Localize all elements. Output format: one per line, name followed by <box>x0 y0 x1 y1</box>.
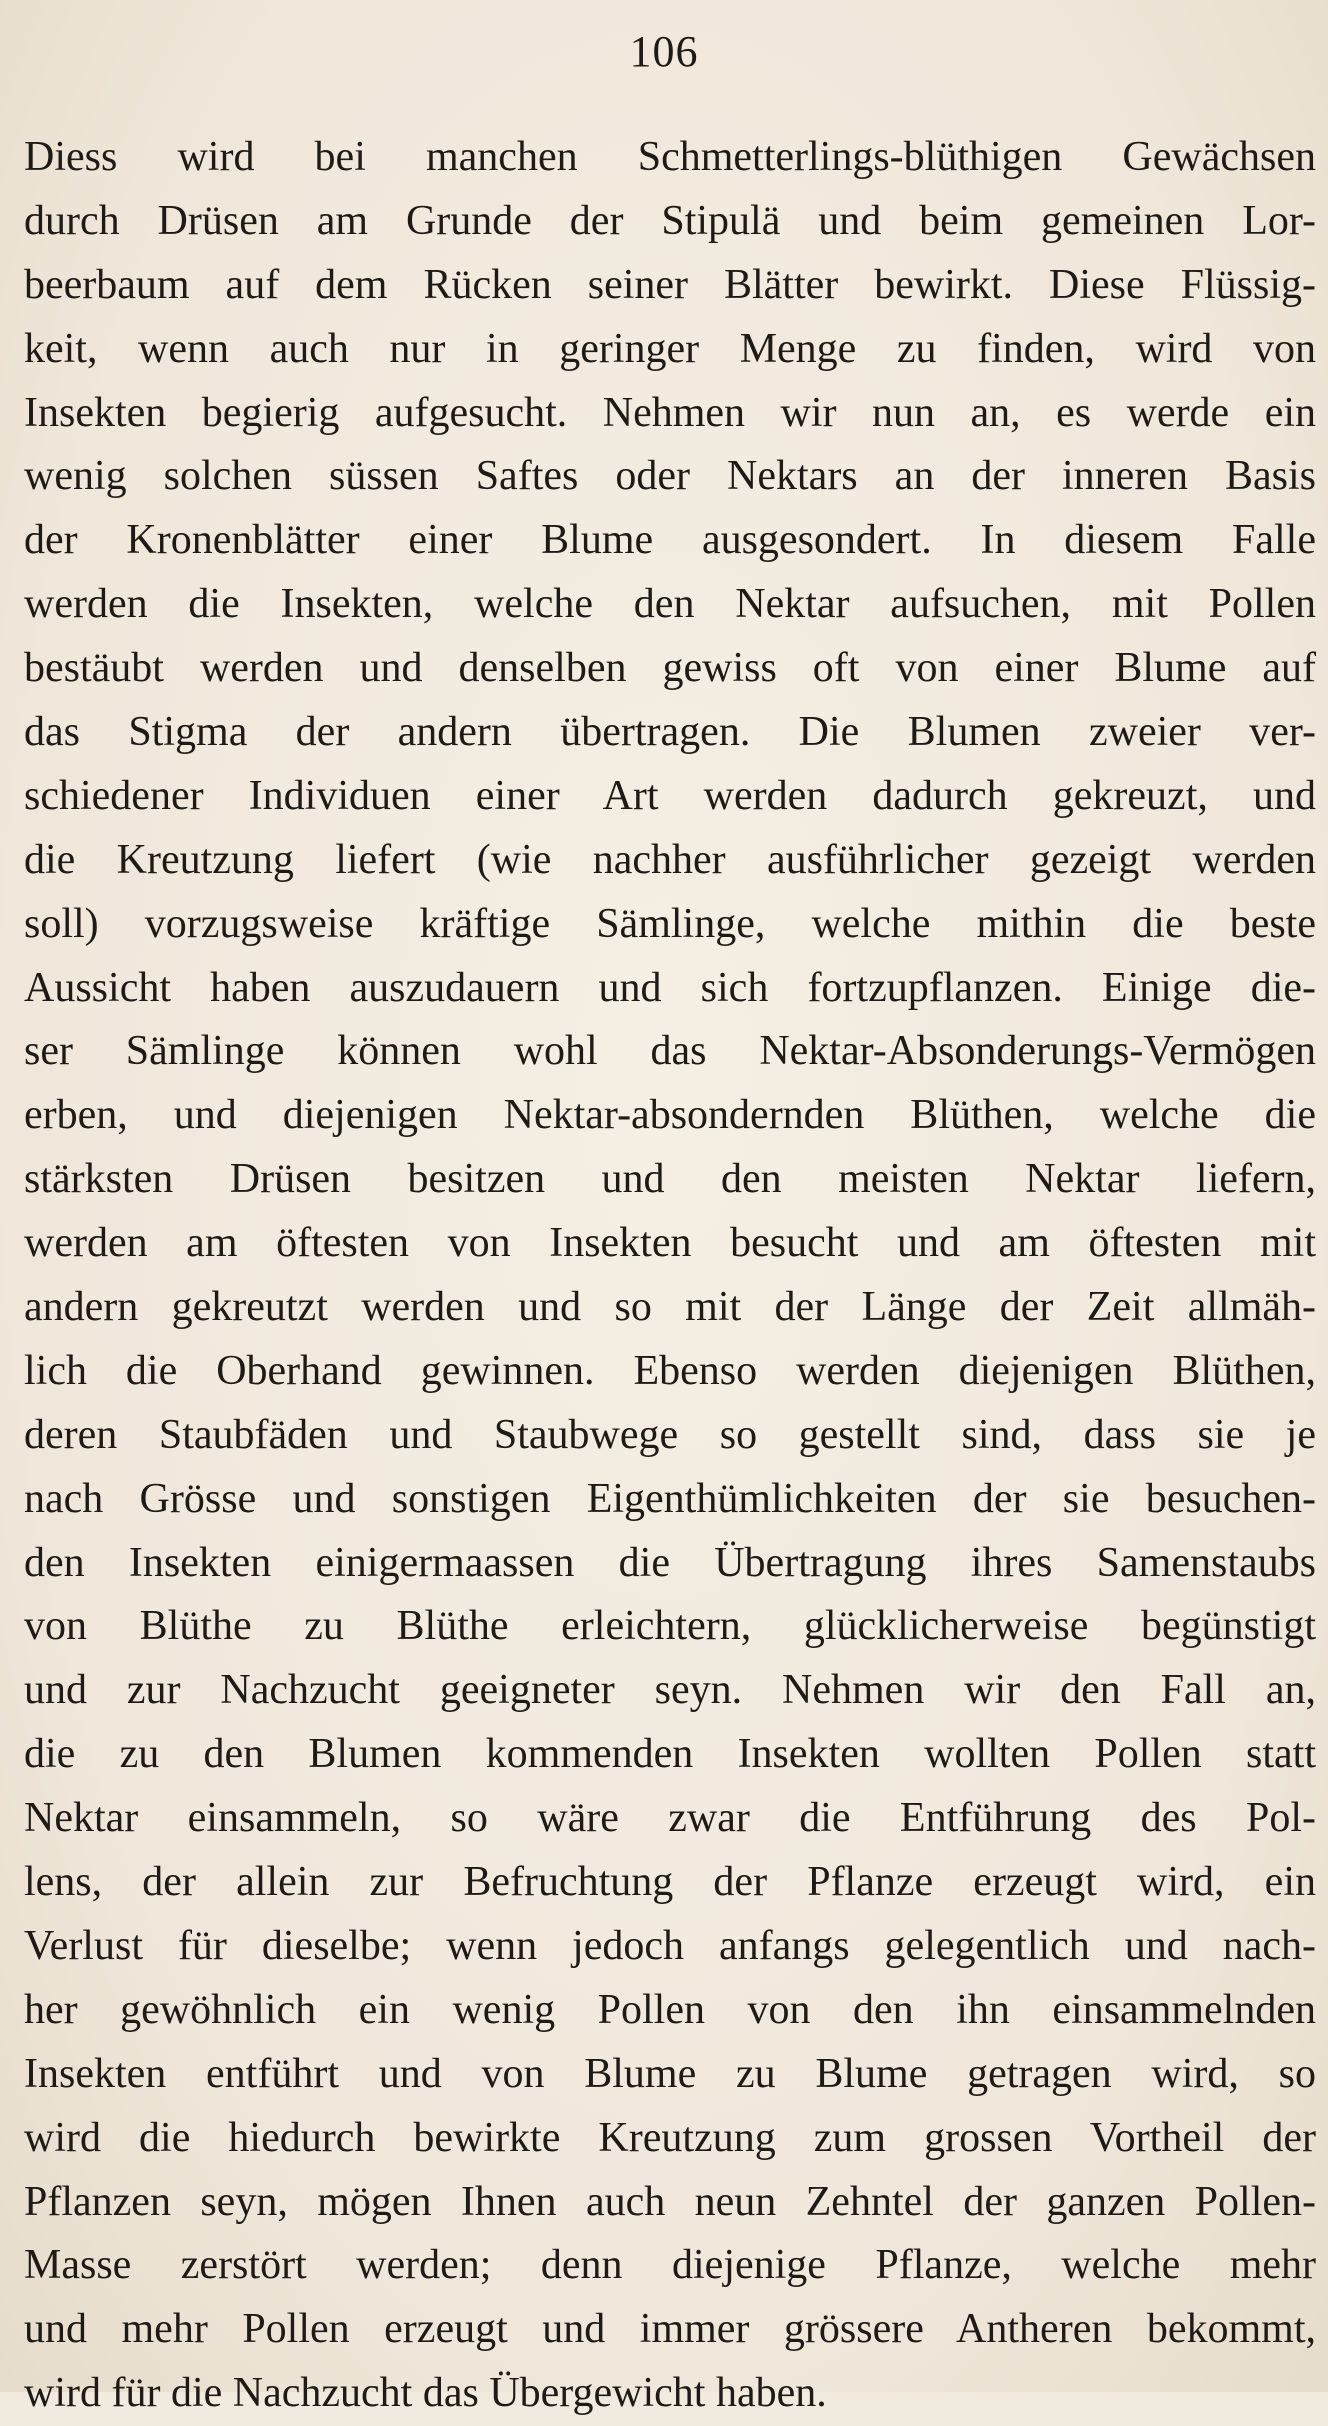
text-line: andern gekreutzt werden und so mit der Länge der Zeit allmäh- <box>24 1284 1316 1331</box>
text-line: den Insekten einigermaassen die Übertragung ihres Samenstaubs <box>24 1539 1316 1586</box>
text-line: Diess wird bei manchen Schmetterlings-blüthigen Gewächsen <box>24 134 1316 180</box>
text-line: erben, und diejenigen Nektar-absondernden Blüthen, welche die <box>24 1092 1316 1139</box>
text-line: wird die hiedurch bewirkte Kreutzung zum grossen Vortheil der <box>24 2114 1316 2161</box>
text-line: Masse zerstört werden; denn diejenige Pflanze, welche mehr <box>24 2242 1316 2289</box>
text-line: das Stigma der andern übertragen. Die Blumen zweier ver- <box>24 709 1316 756</box>
text-line: Aussicht haben auszudauern und sich fortzupflanzen. Einige die- <box>24 964 1316 1011</box>
text-line: lich die Oberhand gewinnen. Ebenso werden diejenigen Blüthen, <box>24 1347 1316 1394</box>
text-line: keit, wenn auch nur in geringer Menge zu finden, wird von <box>24 325 1316 372</box>
text-line: her gewöhnlich ein wenig Pollen von den ihn einsammelnden <box>24 1986 1316 2033</box>
text-line: schiedener Individuen einer Art werden dadurch gekreuzt, und <box>24 772 1316 819</box>
text-line: nach Grösse und sonstigen Eigenthümlichkeiten der sie besuchen- <box>24 1475 1316 1522</box>
text-line: die zu den Blumen kommenden Insekten wollten Pollen statt <box>24 1731 1316 1778</box>
text-line: werden die Insekten, welche den Nektar aufsuchen, mit Pollen <box>24 581 1316 628</box>
text-line: wird für die Nachzucht das Übergewicht haben. <box>24 2370 827 2417</box>
text-line: stärksten Drüsen besitzen und den meisten Nektar liefern, <box>24 1156 1316 1203</box>
text-line: und mehr Pollen erzeugt und immer grössere Antheren bekommt, <box>24 2306 1316 2353</box>
text-line: beerbaum auf dem Rücken seiner Blätter bewirkt. Diese Flüssig- <box>24 261 1316 308</box>
text-line: durch Drüsen am Grunde der Stipulä und beim gemeinen Lor- <box>24 197 1316 244</box>
text-line: Nektar einsammeln, so wäre zwar die Entführung des Pol- <box>24 1795 1316 1842</box>
text-line: von Blüthe zu Blüthe erleichtern, glücklicherweise begünstigt <box>24 1603 1316 1650</box>
text-line: und zur Nachzucht geeigneter seyn. Nehmen wir den Fall an, <box>24 1667 1316 1714</box>
text-line: Insekten begierig aufgesucht. Nehmen wir nun an, es werde ein <box>24 389 1316 436</box>
text-line: Pflanzen seyn, mögen Ihnen auch neun Zehntel der ganzen Pollen- <box>24 2178 1316 2225</box>
text-line: bestäubt werden und denselben gewiss oft von einer Blume auf <box>24 645 1316 692</box>
body-text <box>24 126 1316 2426</box>
text-line: werden am öftesten von Insekten besucht und am öftesten mit <box>24 1220 1316 1267</box>
text-line: Insekten entführt und von Blume zu Blume getragen wird, so <box>24 2050 1316 2097</box>
page-number: 106 <box>629 27 699 76</box>
text-line: deren Staubfäden und Staubwege so gestellt sind, dass sie je <box>24 1411 1316 1458</box>
text-line: wenig solchen süssen Saftes oder Nektars an der inneren Basis <box>24 453 1316 500</box>
text-line: der Kronenblätter einer Blume ausgesondert. In diesem Falle <box>24 517 1316 564</box>
text-line: Verlust für dieselbe; wenn jedoch anfangs gelegentlich und nach- <box>24 1922 1316 1969</box>
text-line: ser Sämlinge können wohl das Nektar-Absonderungs-Vermögen <box>24 1028 1316 1075</box>
text-line: soll) vorzugsweise kräftige Sämlinge, welche mithin die beste <box>24 900 1316 947</box>
text-line: lens, der allein zur Befruchtung der Pflanze erzeugt wird, ein <box>24 1859 1316 1906</box>
text-line: die Kreutzung liefert (wie nachher ausführlicher gezeigt werden <box>24 836 1316 883</box>
